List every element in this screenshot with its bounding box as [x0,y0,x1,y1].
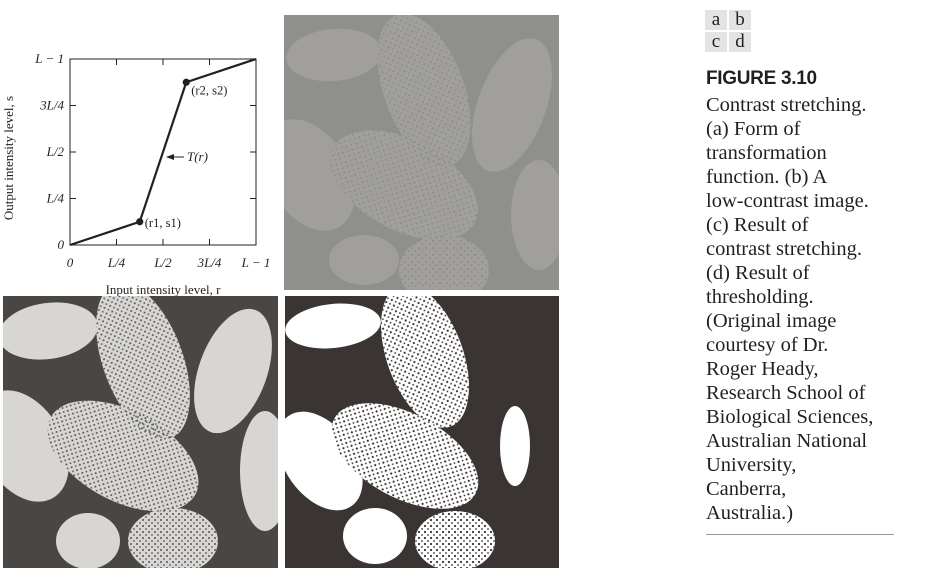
caption-line: (c) Result of [706,214,809,236]
figure-label: FIGURE 3.10 [706,68,817,89]
y-tick-labels [34,51,64,252]
caption-line: contrast stretching. [706,238,862,260]
caption-rule [706,534,894,535]
control-point-label: (r2, s2) [191,83,228,98]
caption-line: Roger Heady, [706,358,819,380]
x-tick-label: L/4 [107,255,126,270]
y-axis-label: Output intensity level, s [1,95,16,221]
x-tick-label: 3L/4 [197,255,222,270]
panel-key-b: b [729,10,751,30]
x-tick-label: L/2 [154,255,172,270]
panel-key-c: c [705,32,727,52]
transformation-function-plot [0,8,278,296]
contrast-stretched-pollen-svg [3,296,278,568]
caption-line: Biological Sciences, [706,406,874,428]
caption-line: Australia.) [706,502,794,524]
caption-line: low-contrast image. [706,190,869,212]
caption-line: (d) Result of [706,262,810,284]
caption-line: function. (b) A [706,166,828,188]
caption-line: Australian National [706,430,868,452]
x-tick-label: L − 1 [241,255,271,270]
caption-line: Canberra, [706,478,787,500]
panel-key-a: a [705,10,727,30]
control-point [136,218,143,225]
caption-line: transformation [706,142,827,164]
caption-line: Research School of [706,382,866,404]
control-point [183,79,190,86]
x-tick-label: 0 [66,255,74,270]
x-tick-labels [67,255,271,270]
caption-line: (a) Form of [706,118,801,140]
y-tick-label: L/4 [46,190,64,206]
caption-line: thresholding. [706,286,814,308]
y-tick-label: 3L/4 [40,97,64,113]
panel-key [705,10,751,52]
y-tick-label: L − 1 [35,51,64,66]
y-tick-label: 0 [57,237,64,252]
annotation-label: T(r) [187,149,208,164]
figure-caption [706,93,906,525]
caption-line: courtesy of Dr. [706,334,829,356]
plot-svg [0,8,278,296]
caption-line: Contrast stretching. [706,94,867,116]
control-point-label: (r1, s1) [144,215,181,230]
y-tick-label: L/2 [46,144,64,159]
low-contrast-pollen-svg [284,15,559,290]
thresholded-pollen-svg [285,296,559,568]
x-axis-label: Input intensity level, r [105,282,221,296]
contrast-stretched-image [3,296,278,568]
thresholded-image [285,296,559,568]
panel-key-d: d [729,32,751,52]
low-contrast-image [284,15,559,290]
caption-line: (Original image [706,310,837,332]
caption-line: University, [706,454,797,476]
